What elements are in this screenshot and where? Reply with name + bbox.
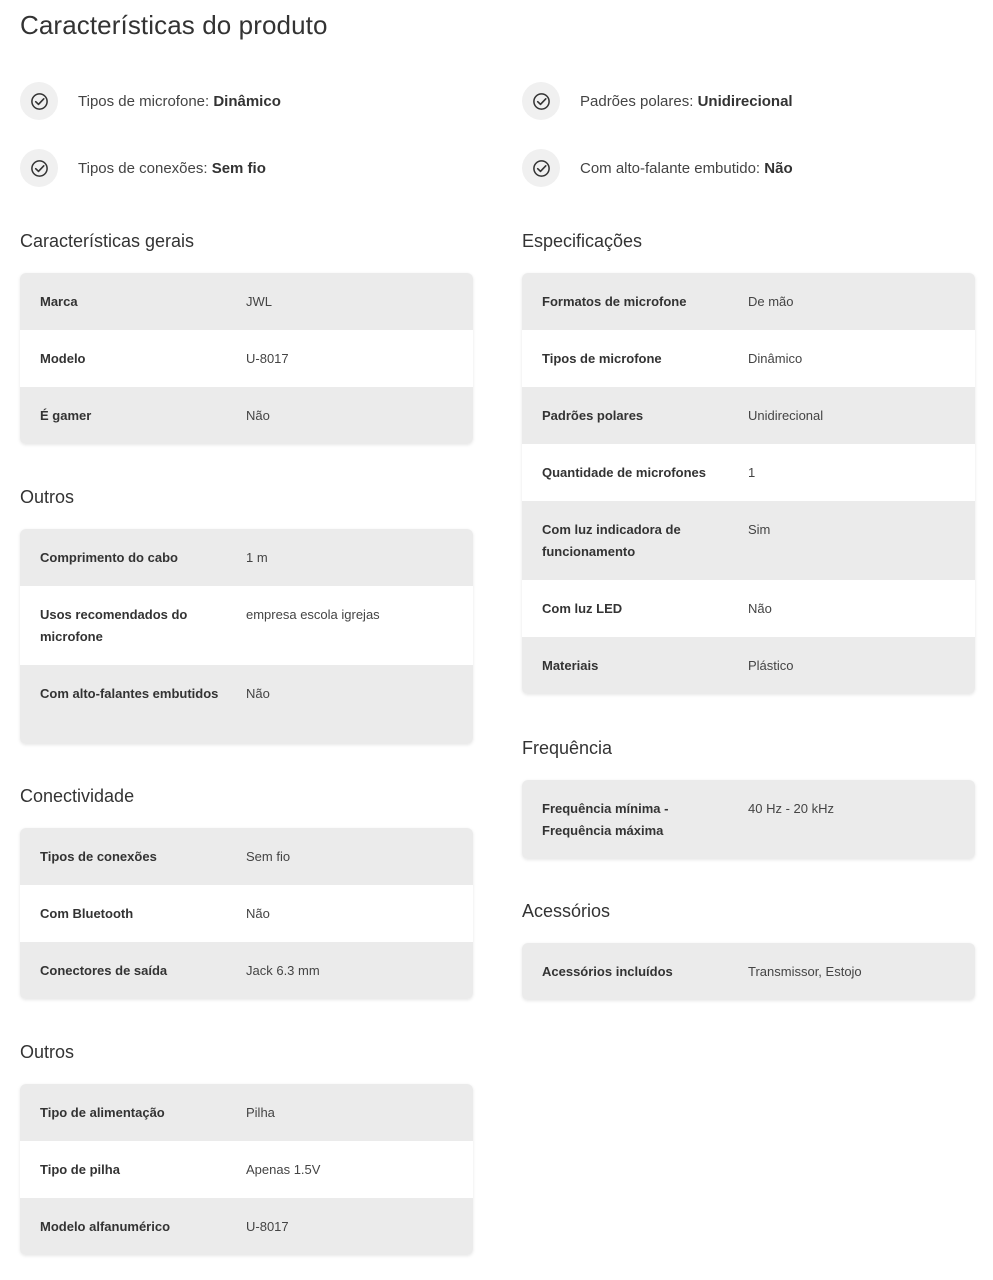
table-row bbox=[20, 1084, 473, 1141]
table-row bbox=[20, 387, 473, 444]
spec-value: U-8017 bbox=[246, 351, 289, 366]
others-specs-table bbox=[20, 529, 473, 744]
highlight-microphone-type bbox=[20, 81, 281, 121]
check-circle-icon bbox=[522, 149, 560, 187]
highlight-value: Sem fio bbox=[211, 159, 266, 177]
table-row bbox=[522, 943, 975, 1000]
highlight-polar-pattern bbox=[522, 81, 793, 121]
spec-value: JWL bbox=[246, 294, 272, 309]
highlight-label: Tipos de microfone: bbox=[78, 92, 214, 110]
spec-value: Unidirecional bbox=[748, 408, 824, 423]
spec-value: Sim bbox=[748, 522, 771, 537]
page-title: Características do produto bbox=[20, 10, 328, 40]
spec-value: Sem fio bbox=[246, 849, 291, 864]
table-row bbox=[20, 828, 473, 885]
section-title-specifications: Especificações bbox=[522, 231, 643, 251]
highlight-label: Tipos de conexões: bbox=[78, 159, 212, 177]
spec-value: 40 Hz - 20 kHz bbox=[748, 801, 834, 816]
spec-label: Marca bbox=[40, 294, 78, 309]
spec-label: Usos recomendados do microfone bbox=[40, 607, 188, 644]
table-row bbox=[522, 501, 975, 580]
table-row bbox=[522, 387, 975, 444]
table-row bbox=[20, 1198, 473, 1255]
accessories-table bbox=[522, 943, 975, 1000]
section-title-others-2: Outros bbox=[20, 1042, 75, 1062]
table-row bbox=[522, 637, 975, 694]
spec-label: Acessórios incluídos bbox=[542, 964, 673, 979]
spec-value: 1 bbox=[748, 465, 756, 480]
spec-label: Com luz LED bbox=[542, 601, 623, 616]
spec-label: Quantidade de microfones bbox=[542, 465, 706, 480]
spec-value: Transmissor, Estojo bbox=[748, 964, 862, 979]
spec-value: empresa escola igrejas bbox=[246, 607, 380, 622]
table-row bbox=[20, 586, 473, 665]
check-circle-icon bbox=[20, 82, 58, 120]
table-row bbox=[20, 273, 473, 330]
spec-label: Com luz indicadora de funcionamento bbox=[542, 522, 681, 559]
highlight-value: Unidirecional bbox=[697, 92, 793, 110]
spec-value: 1 m bbox=[246, 550, 268, 565]
highlight-value: Dinâmico bbox=[213, 92, 281, 110]
connectivity-specs-table bbox=[20, 828, 473, 999]
highlight-builtin-speaker bbox=[522, 148, 793, 188]
spec-label: Padrões polares bbox=[542, 408, 644, 423]
frequency-table bbox=[522, 780, 975, 859]
spec-value: Dinâmico bbox=[748, 351, 803, 366]
spec-value: Não bbox=[246, 408, 270, 423]
section-title-connectivity: Conectividade bbox=[20, 786, 135, 806]
spec-label: Tipos de conexões bbox=[40, 849, 157, 864]
table-row bbox=[522, 780, 975, 859]
spec-label: Tipo de alimentação bbox=[40, 1105, 165, 1120]
general-specs-table bbox=[20, 273, 473, 444]
spec-label: Conectores de saída bbox=[40, 963, 168, 978]
section-title-accessories: Acessórios bbox=[522, 901, 611, 921]
spec-value: Plástico bbox=[748, 658, 794, 673]
check-circle-icon bbox=[522, 82, 560, 120]
spec-value: De mão bbox=[748, 294, 794, 309]
spec-value: Jack 6.3 mm bbox=[246, 963, 320, 978]
table-row bbox=[20, 885, 473, 942]
spec-label: Modelo bbox=[40, 351, 86, 366]
table-row bbox=[20, 665, 473, 744]
highlight-label: Com alto-falante embutido: bbox=[580, 159, 765, 177]
check-circle-icon bbox=[20, 149, 58, 187]
spec-label: Formatos de microfone bbox=[542, 294, 687, 309]
table-row bbox=[20, 942, 473, 999]
spec-value: Não bbox=[748, 601, 772, 616]
spec-label: Frequência mínima - Frequência máxima bbox=[542, 801, 669, 838]
table-row bbox=[522, 273, 975, 330]
spec-label: Com alto-falantes embutidos bbox=[40, 686, 219, 701]
spec-value: Apenas 1.5V bbox=[246, 1162, 321, 1177]
spec-value: Não bbox=[246, 686, 270, 701]
table-row bbox=[20, 529, 473, 586]
spec-label: Tipo de pilha bbox=[40, 1162, 120, 1177]
section-title-general: Características gerais bbox=[20, 231, 195, 251]
highlight-connection-type bbox=[20, 148, 266, 188]
spec-label: Modelo alfanumérico bbox=[40, 1219, 171, 1234]
section-title-frequency: Frequência bbox=[522, 738, 613, 758]
spec-label: Materiais bbox=[542, 658, 599, 673]
spec-value: U-8017 bbox=[246, 1219, 289, 1234]
table-row bbox=[522, 444, 975, 501]
section-title-others: Outros bbox=[20, 487, 75, 507]
table-row bbox=[522, 330, 975, 387]
table-row bbox=[522, 580, 975, 637]
highlight-value: Não bbox=[764, 159, 793, 177]
table-row bbox=[20, 330, 473, 387]
spec-value: Não bbox=[246, 906, 270, 921]
spec-label: Tipos de microfone bbox=[542, 351, 662, 366]
spec-label: Com Bluetooth bbox=[40, 906, 134, 921]
highlight-label: Padrões polares: bbox=[580, 92, 698, 110]
table-row bbox=[20, 1141, 473, 1198]
spec-value: Pilha bbox=[246, 1105, 275, 1120]
spec-label: É gamer bbox=[40, 408, 92, 423]
others-2-specs-table bbox=[20, 1084, 473, 1255]
spec-label: Comprimento do cabo bbox=[40, 550, 178, 565]
specifications-table bbox=[522, 273, 975, 694]
